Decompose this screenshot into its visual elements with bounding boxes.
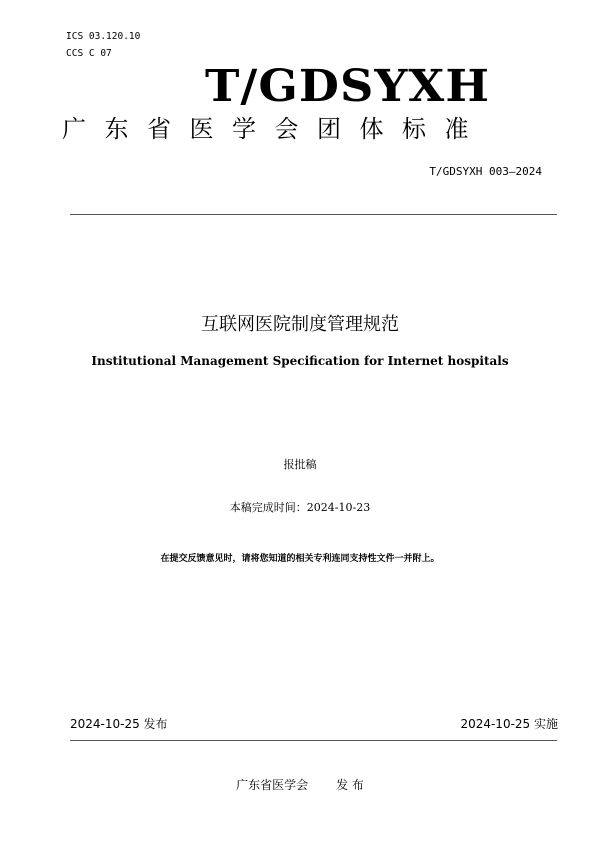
classification-codes	[66, 28, 140, 62]
publisher-line	[0, 776, 600, 794]
document-title-chinese: 互联网医院制度管理规范	[201, 314, 399, 335]
completion-date: 本稿完成时间：2024-10-23	[229, 501, 371, 514]
patent-notice: 在提交反馈意见时，请将您知道的相关专利连同支持性文件一并附上。	[160, 554, 440, 564]
draft-stage: 报批稿	[283, 458, 317, 471]
ics-code: ICS 03.120.10	[66, 31, 141, 42]
standard-number: T/GDSYXH 003—2024	[429, 165, 542, 178]
org-standard-heading: 广东省医学会团体标准	[62, 115, 487, 143]
document-title-english: Institutional Management Specification for Internet hospitals	[91, 354, 509, 368]
implement-date: 2024-10-25 实施	[460, 717, 558, 731]
ccs-code: CCS C 07	[66, 48, 112, 59]
top-divider	[70, 214, 557, 215]
standard-logo: T/GDSYXH	[205, 61, 491, 112]
publish-date: 2024-10-25 发布	[70, 717, 168, 731]
publisher-name: 广东省医学会	[236, 778, 309, 792]
bottom-divider	[70, 740, 557, 741]
publish-word: 发 布	[336, 778, 364, 792]
